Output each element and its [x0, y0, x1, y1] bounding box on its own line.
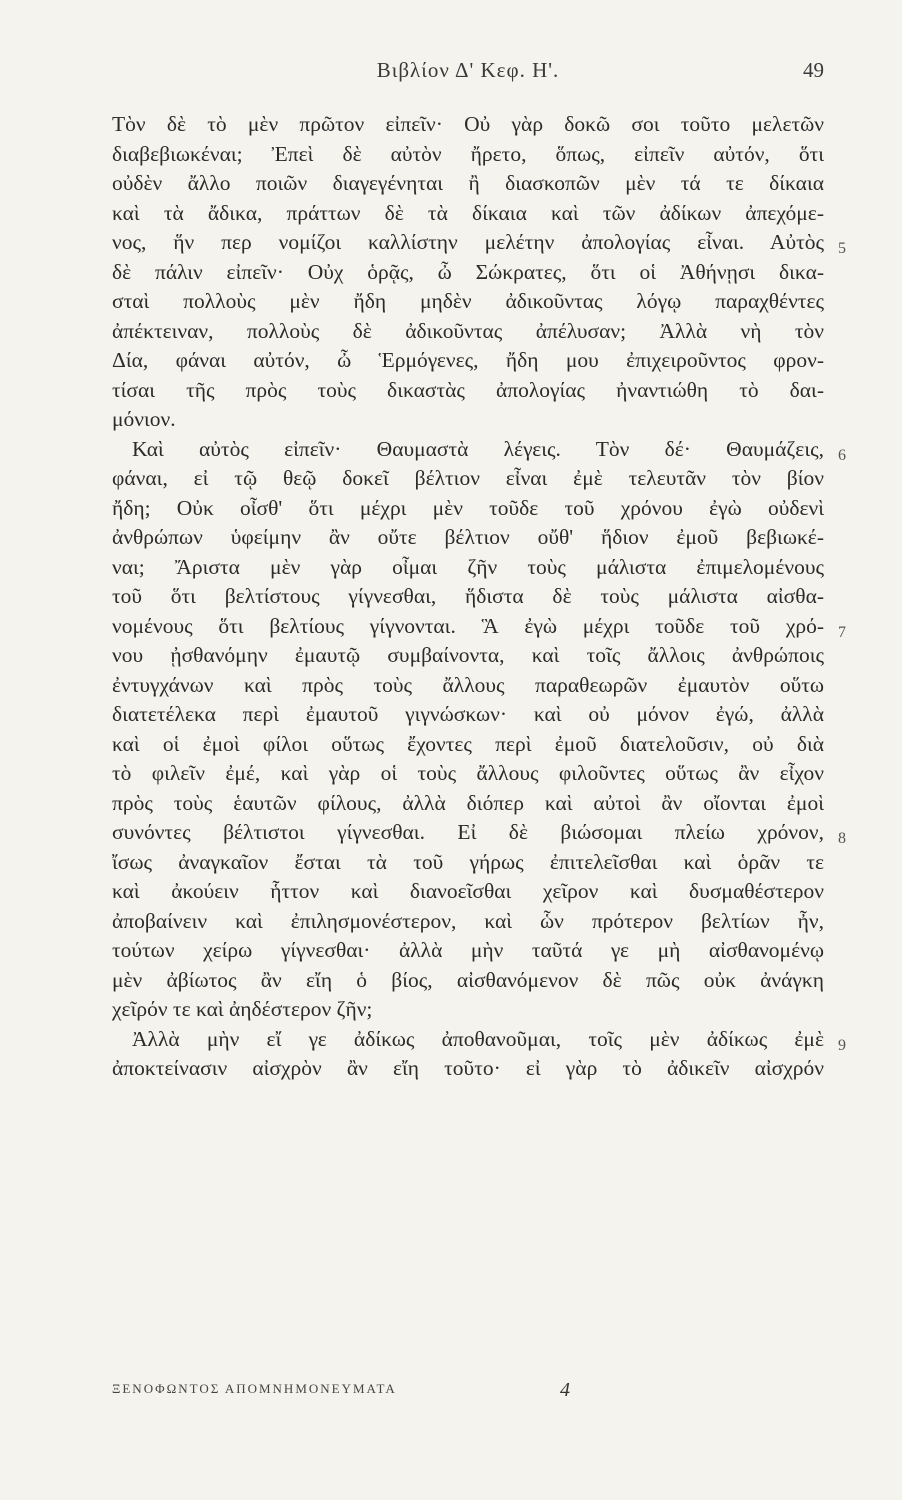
text-line	[112, 523, 824, 553]
line-text: καὶ ἀκούειν ἧττον καὶ διανοεῖσθαι χεῖρον καὶ δυσμαθέστερον	[112, 879, 824, 903]
text-line	[112, 789, 824, 819]
section-number: 7	[838, 623, 846, 641]
line-text: τούτων χείρω γίγνεσθαι· ἀλλὰ μὴν ταῦτά γε μὴ αἰσθανομένῳ	[112, 938, 824, 962]
line-text: Καὶ αὐτὸς εἰπεῖν· Θαυμαστὰ λέγεις. Τὸν δέ· Θαυμάζεις,	[132, 436, 824, 461]
text-line	[112, 346, 824, 376]
line-text: διαβεβιωκέναι; Ἐπεὶ δὲ αὐτὸν ἤρετο, ὅπως, εἰπεῖν αὐτόν, ὅτι	[112, 141, 824, 166]
text-line	[112, 1054, 824, 1084]
text-line	[112, 1025, 846, 1055]
page-number: 49	[803, 58, 824, 82]
text-line	[112, 818, 846, 848]
line-text: δὲ πάλιν εἰπεῖν· Οὐχ ὁρᾷς, ὦ Σώκρατες, ὅτι οἱ Ἀθήνῃσι δικα-	[112, 259, 824, 284]
text-line	[112, 199, 824, 229]
section-number: 5	[838, 240, 846, 257]
line-text: συνόντες βέλτιστοι γίγνεσθαι. Εἰ δὲ βιώσομαι πλείω χρόνον,	[112, 820, 824, 844]
line-text: καὶ οἱ ἐμοὶ φίλοι οὕτως ἔχοντες περὶ ἐμοῦ διατελοῦσιν, οὐ διὰ	[112, 731, 824, 756]
text-line	[112, 730, 824, 760]
text-line	[112, 553, 824, 583]
line-text: ἐντυγχάνων καὶ πρὸς τοὺς ἄλλους παραθεωρῶν ἐμαυτὸν οὕτω	[112, 672, 824, 697]
text-line	[112, 228, 846, 258]
text-line	[112, 494, 824, 524]
text-line	[112, 848, 824, 878]
line-text: νος, ἥν περ νομίζοι καλλίστην μελέτην ἀπολογίας εἶναι. Αὐτὸς	[112, 230, 824, 254]
text-line	[112, 907, 824, 937]
line-text: καὶ τὰ ἄδικα, πράττων δὲ τὰ δίκαια καὶ τῶν ἀδίκων ἀπεχόμε-	[112, 200, 824, 225]
text-line	[112, 317, 824, 347]
text-line	[112, 936, 824, 966]
section-number: 9	[838, 1036, 846, 1054]
line-text: τίσαι τῆς πρὸς τοὺς δικαστὰς ἀπολογίας ἠναντιώθη τὸ δαι-	[112, 377, 824, 402]
line-text: μόνιον.	[112, 407, 176, 431]
line-text: ἴσως ἀναγκαῖον ἔσται τὰ τοῦ γήρως ἐπιτελεῖσθαι καὶ ὁρᾶν τε	[112, 849, 824, 874]
line-text: Δία, φάναι αὐτόν, ὦ Ἑρμόγενες, ἤδη μου ἐπιχειροῦντος φρον-	[112, 348, 824, 372]
signature-number: 4	[560, 1379, 570, 1401]
line-text: χεῖρόν τε καὶ ἀηδέστερον ζῆν;	[112, 997, 373, 1021]
text-line	[112, 140, 824, 170]
text-line	[112, 287, 824, 317]
text-line	[112, 110, 824, 140]
line-text: ἀποβαίνειν καὶ ἐπιλησμονέστερον, καὶ ὧν πρότερον βελτίων ἦν,	[112, 908, 824, 933]
printer-signature: ΞΕΝΟΦΩΝΤΟΣ ΑΠΟΜΝΗΜΟΝΕΥΜΑΤΑ	[112, 1381, 397, 1396]
line-text: ναι; Ἄριστα μὲν γὰρ οἶμαι ζῆν τοὺς μάλιστα ἐπιμελομένους	[112, 554, 824, 579]
text-line	[112, 877, 824, 907]
page-footer	[112, 1381, 824, 1405]
line-text: Τὸν δὲ τὸ μὲν πρῶτον εἰπεῖν· Οὐ γὰρ δοκῶ σοι τοῦτο μελετῶν	[112, 112, 824, 136]
line-text: νου ᾐσθανόμην ἐμαυτῷ συμβαίνοντα, καὶ τοῖς ἄλλοις ἀνθρώποις	[112, 643, 824, 667]
text-line	[112, 582, 824, 612]
text-body	[112, 110, 846, 1084]
line-text: ἀπέκτειναν, πολλοὺς δὲ ἀδικοῦντας ἀπέλυσαν; Ἀλλὰ νὴ τὸν	[112, 318, 824, 343]
text-line	[112, 258, 824, 288]
text-line	[112, 376, 824, 406]
section-number: 6	[838, 446, 846, 464]
line-text: ἀνθρώπων ὑφείμην ἂν οὔτε βέλτιον οὔθ' ἥδιον ἐμοῦ βεβιωκέ-	[112, 525, 824, 549]
line-text: μὲν ἀβίωτος ἂν εἴη ὁ βίος, αἰσθανόμενον δὲ πῶς οὐκ ἀνάγκη	[112, 967, 824, 992]
line-text: τὸ φιλεῖν ἐμέ, καὶ γὰρ οἱ τοὺς ἄλλους φιλοῦντες οὕτως ἂν εἶχον	[112, 761, 824, 785]
text-line	[112, 435, 846, 465]
text-line	[112, 966, 824, 996]
text-line	[112, 759, 824, 789]
line-text: ἤδη; Οὐκ οἶσθ' ὅτι μέχρι μὲν τοῦδε τοῦ χρόνου ἐγὼ οὐδενὶ	[112, 495, 824, 520]
text-line	[112, 671, 824, 701]
line-text: Ἀλλὰ μὴν εἴ γε ἀδίκως ἀποθανοῦμαι, τοῖς μὲν ἀδίκως ἐμὲ	[132, 1026, 824, 1051]
page-header	[112, 58, 824, 94]
line-text: οὐδὲν ἄλλο ποιῶν διαγεγένηται ἢ διασκοπῶν μὲν τά τε δίκαια	[112, 171, 824, 195]
text-line	[112, 464, 824, 494]
text-line	[112, 700, 824, 730]
line-text: σταὶ πολλοὺς μὲν ἤδη μηδὲν ἀδικοῦντας λόγῳ παραχθέντες	[112, 289, 824, 313]
line-text: τοῦ ὅτι βελτίστους γίγνεσθαι, ἥδιστα δὲ τοὺς μάλιστα αἰσθα-	[112, 584, 824, 608]
text-line	[112, 169, 824, 199]
line-text: φάναι, εἰ τῷ θεῷ δοκεῖ βέλτιον εἶναι ἐμὲ τελευτᾶν τὸν βίον	[112, 466, 824, 490]
running-head: Βιβλίον Δ' Κεφ. Η'.	[376, 58, 560, 82]
text-line	[112, 641, 824, 671]
line-text: ἀποκτείνασιν αἰσχρὸν ἂν εἴη τοῦτο· εἰ γὰρ τὸ ἀδικεῖν αἰσχρόν	[112, 1056, 824, 1080]
text-line	[112, 405, 824, 435]
line-text: διατετέλεκα περὶ ἐμαυτοῦ γιγνώσκων· καὶ οὐ μόνον ἐγώ, ἀλλὰ	[112, 702, 824, 726]
line-text: νομένους ὅτι βελτίους γίγνονται. Ἃ ἐγὼ μέχρι τοῦδε τοῦ χρό-	[112, 613, 824, 638]
section-number: 8	[838, 830, 846, 847]
text-line	[112, 612, 846, 642]
line-text: πρὸς τοὺς ἑαυτῶν φίλους, ἀλλὰ διόπερ καὶ αὐτοὶ ἂν οἴονται ἐμοὶ	[112, 790, 824, 815]
text-line	[112, 995, 824, 1025]
